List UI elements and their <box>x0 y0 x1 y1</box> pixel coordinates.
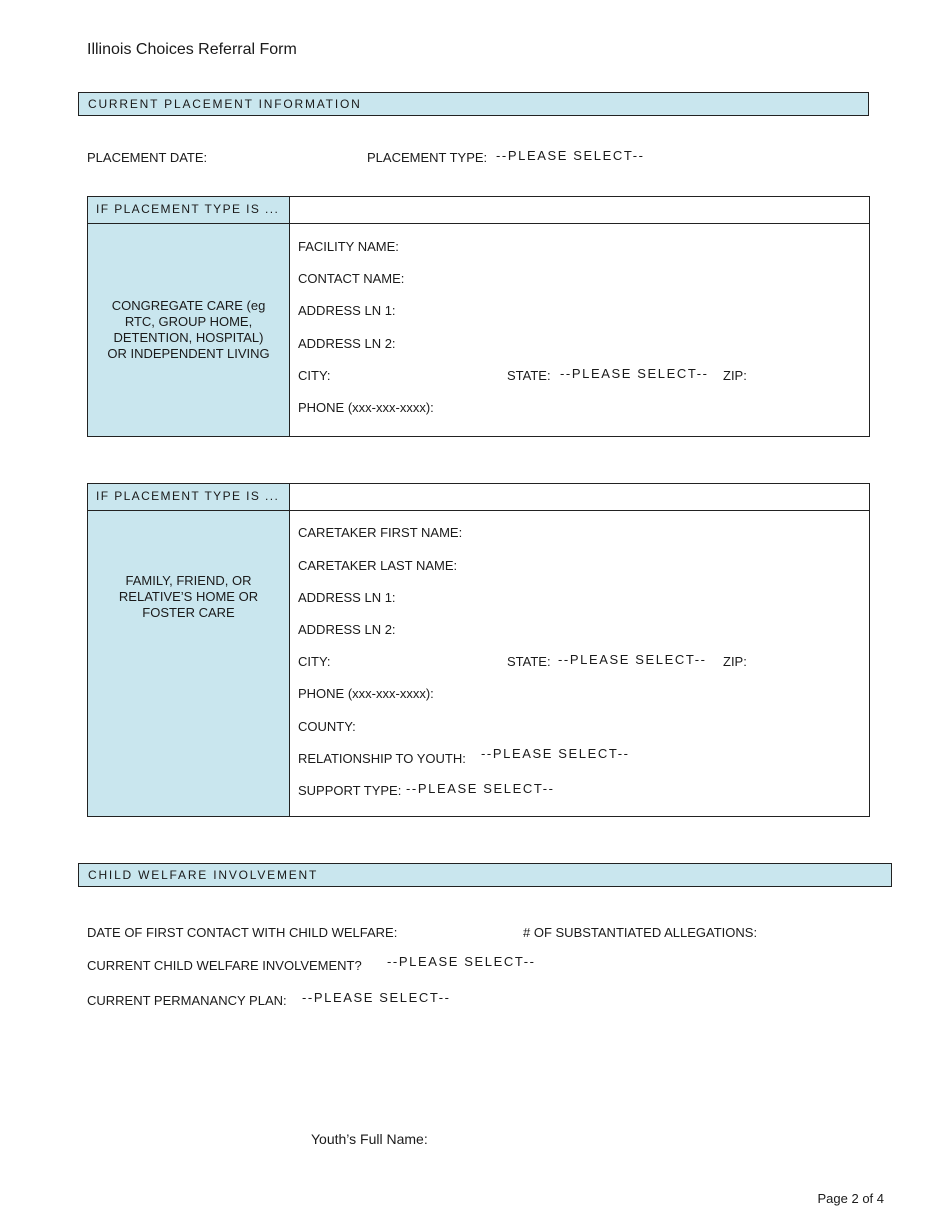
support-type-label: SUPPORT TYPE: <box>298 783 402 798</box>
current-involvement-select[interactable]: --PLEASE SELECT-- <box>387 954 536 969</box>
congregate-condition-value <box>290 197 869 224</box>
family-care-box <box>87 483 870 817</box>
city-field[interactable]: CITY: <box>298 368 331 383</box>
state-label: STATE: <box>507 368 551 383</box>
welfare-section-header: CHILD WELFARE INVOLVEMENT <box>78 863 892 887</box>
permanancy-plan-label: CURRENT PERMANANCY PLAN: <box>87 993 287 1008</box>
address-line2-field[interactable]: ADDRESS LN 2: <box>298 622 396 637</box>
placement-date-label: PLACEMENT DATE: <box>87 150 208 165</box>
placement-section-header: CURRENT PLACEMENT INFORMATION <box>78 92 869 116</box>
state-label: STATE: <box>507 654 551 669</box>
city-field[interactable]: CITY: <box>298 654 331 669</box>
relationship-select[interactable]: --PLEASE SELECT-- <box>481 746 630 761</box>
family-category: FAMILY, FRIEND, OR RELATIVE’S HOME OR FOSTER CARE <box>88 511 290 816</box>
family-condition-value <box>290 484 869 511</box>
youth-full-name-field[interactable]: Youth’s Full Name: <box>311 1131 428 1147</box>
document-title: Illinois Choices Referral Form <box>87 41 297 58</box>
current-involvement-label: CURRENT CHILD WELFARE INVOLVEMENT? <box>87 958 362 973</box>
state-select[interactable]: --PLEASE SELECT-- <box>560 366 709 381</box>
address-line1-field[interactable]: ADDRESS LN 1: <box>298 303 396 318</box>
family-condition-header: IF PLACEMENT TYPE IS ... <box>88 484 290 511</box>
congregate-care-box <box>87 196 870 437</box>
address-line1-field[interactable]: ADDRESS LN 1: <box>298 590 396 605</box>
placement-type-label: PLACEMENT TYPE: <box>367 150 488 165</box>
zip-field[interactable]: ZIP: <box>723 368 747 383</box>
caretaker-first-name-field[interactable]: CARETAKER FIRST NAME: <box>298 525 463 540</box>
address-line2-field[interactable]: ADDRESS LN 2: <box>298 336 396 351</box>
substantiated-allegations-field[interactable]: # OF SUBSTANTIATED ALLEGATIONS: <box>523 925 758 940</box>
congregate-category: CONGREGATE CARE (eg RTC, GROUP HOME, DETENTION, HOSPITAL) OR INDEPENDENT LIVING <box>88 224 290 436</box>
contact-name-field[interactable]: CONTACT NAME: <box>298 271 405 286</box>
county-field[interactable]: COUNTY: <box>298 719 356 734</box>
support-type-select[interactable]: --PLEASE SELECT-- <box>406 781 555 796</box>
phone-field[interactable]: PHONE (xxx-xxx-xxxx): <box>298 686 434 701</box>
page-number: Page 2 of 4 <box>817 1191 884 1206</box>
permanancy-plan-select[interactable]: --PLEASE SELECT-- <box>302 990 451 1005</box>
relationship-label: RELATIONSHIP TO YOUTH: <box>298 751 466 766</box>
first-contact-date-field[interactable]: DATE OF FIRST CONTACT WITH CHILD WELFARE: <box>87 925 398 940</box>
congregate-condition-header: IF PLACEMENT TYPE IS ... <box>88 197 290 224</box>
placement-type-select[interactable]: --PLEASE SELECT-- <box>496 148 645 163</box>
zip-field[interactable]: ZIP: <box>723 654 747 669</box>
caretaker-last-name-field[interactable]: CARETAKER LAST NAME: <box>298 558 458 573</box>
phone-field[interactable]: PHONE (xxx-xxx-xxxx): <box>298 400 434 415</box>
state-select[interactable]: --PLEASE SELECT-- <box>558 652 707 667</box>
facility-name-field[interactable]: FACILITY NAME: <box>298 239 399 254</box>
